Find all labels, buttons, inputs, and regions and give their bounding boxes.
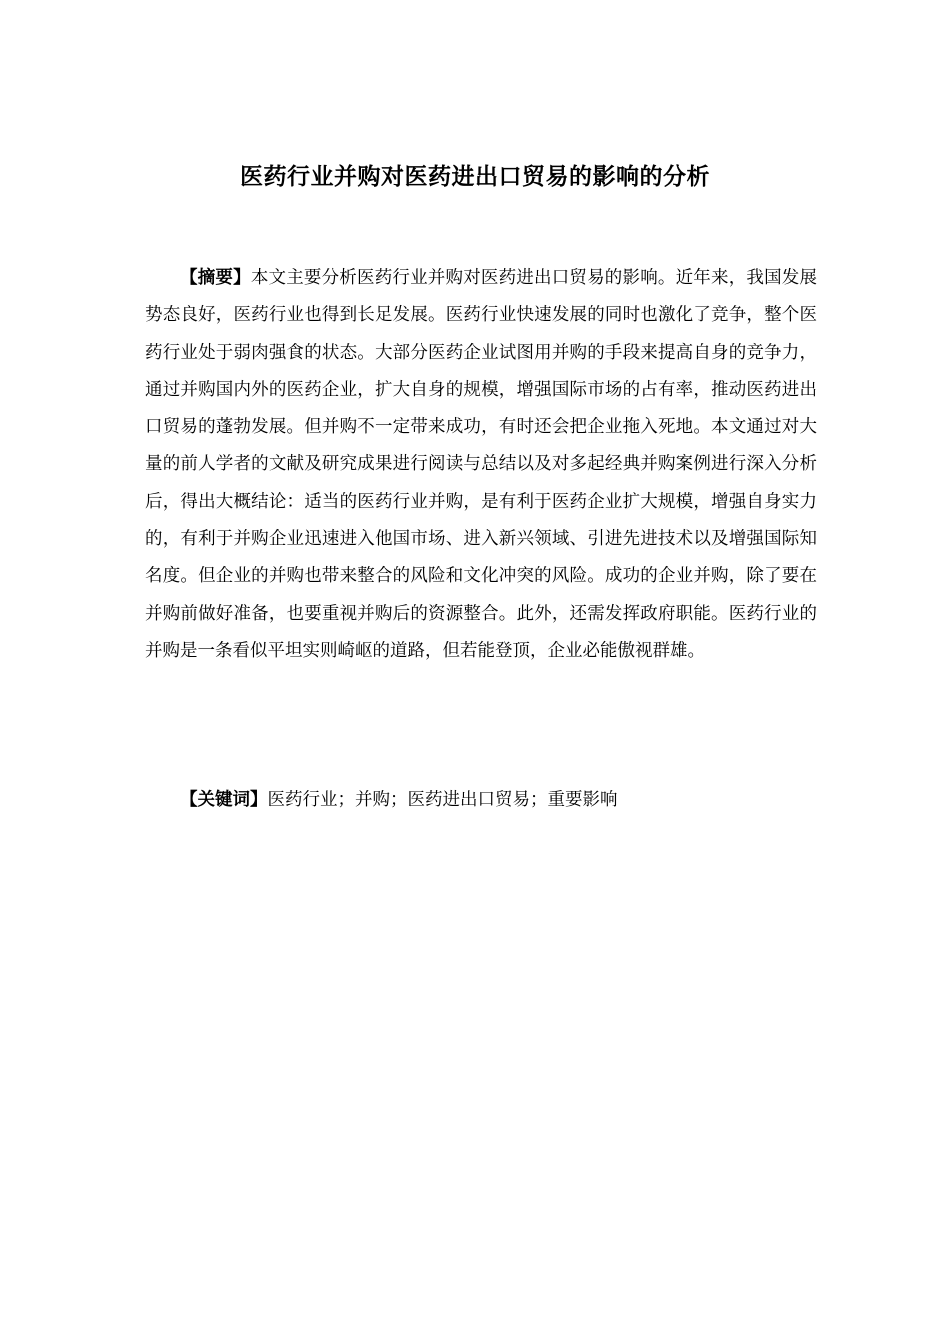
abstract-text: 本文主要分析医药行业并购对医药进出口贸易的影响。近年来，我国发展势态良好，医药行业也得到长足发展。医药行业快速发展的同时也激化了竞争，整个医药行业处于弱肉强食的状态。大部分医药企业试图用并购的手段来提高自身的竞争力，通过并购国内外的医药企业，扩大自身的规模，增强国际市场的占有率，推动医药进出口贸易的蓬勃发展。但并购不一定带来成功，有时还会把企业拖入死地。本文通过对大量的前人学者的文献及研究成果进行阅读与总结以及对多起经典并购案例进行深入分析后，得出大概结论：适当的医药行业并购，是有利于医药企业扩大规模，增强自身实力的，有利于并购企业迅速进入他国市场、进入新兴领域、引进先进技术以及增强国际知名度。但企业的并购也带来整合的风险和文化冲突的风险。成功的企业并购，除了要在并购前做好准备，也要重视并购后的资源整合。此外，还需发挥政府职能。医药行业的并购是一条看似平坦实则崎岖的道路，但若能登顶，企业必能傲视群雄。 (145, 268, 818, 661)
keywords-label: 【关键词】 (180, 790, 268, 810)
document-title: 医药行业并购对医药进出口贸易的影响的分析 (240, 164, 710, 190)
keywords-paragraph (145, 782, 817, 819)
keywords-text: 医药行业；并购；医药进出口贸易；重要影响 (267, 790, 618, 810)
abstract-paragraph (145, 260, 817, 670)
abstract-label: 【摘要】 (180, 268, 251, 288)
